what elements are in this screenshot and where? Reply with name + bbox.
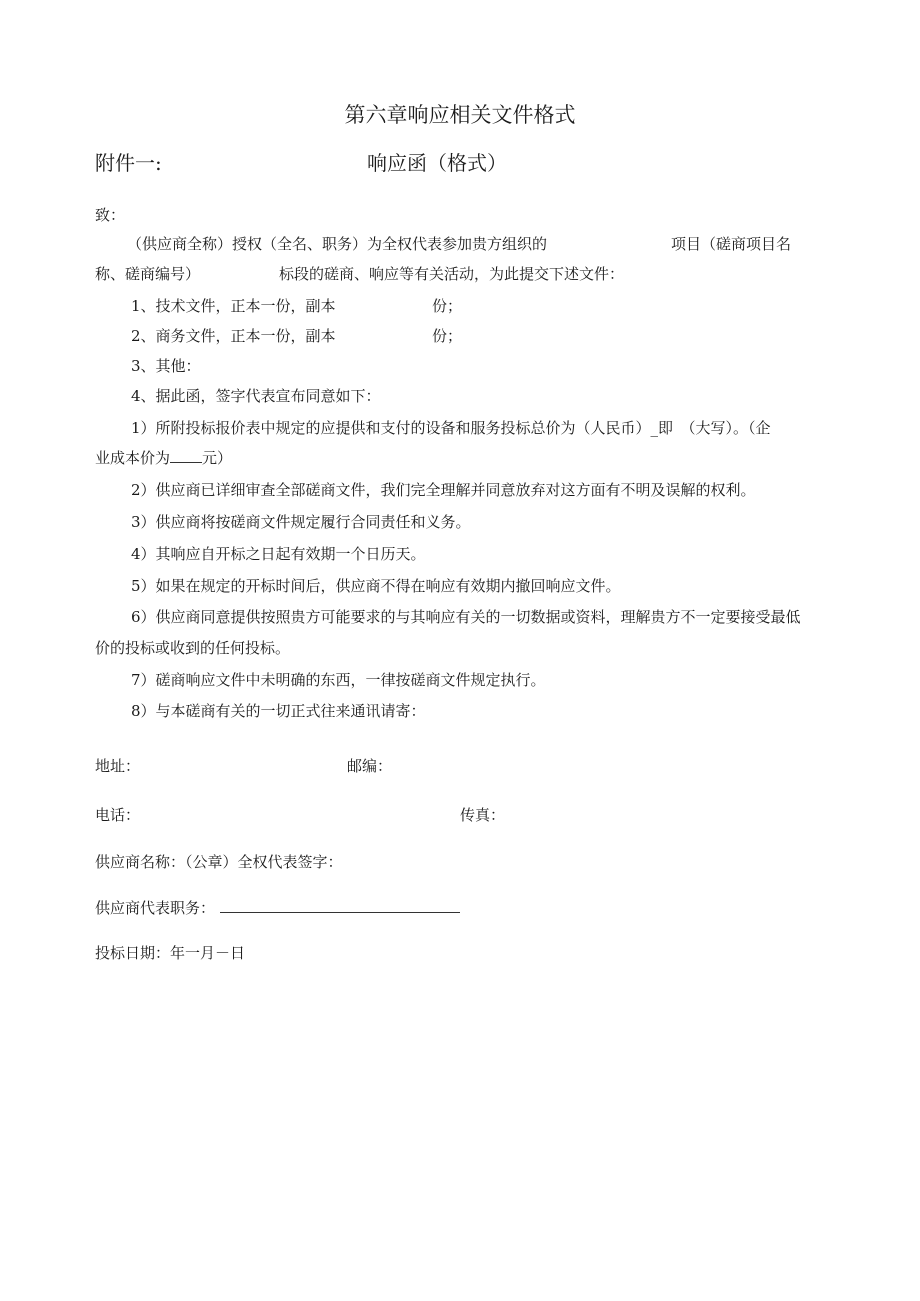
form-title: 响应函（格式） xyxy=(367,151,507,175)
item-biz-docs: 2、商务文件，正本一份，副本 xyxy=(131,327,336,345)
item-tech-docs: 1、技术文件，正本一份，副本 xyxy=(131,297,336,315)
intro-part3: 称、磋商编号） xyxy=(95,265,201,283)
bid-date-label: 投标日期：年一月－日 xyxy=(95,944,246,962)
clause-6-line1: 6）供应商同意提供按照贵方可能要求的与其响应有关的一切数据或资料，理解贵方不一定要接受最低 xyxy=(131,608,801,626)
clause-1-line2 xyxy=(95,448,232,468)
item-biz-docs-unit: 份； xyxy=(432,327,463,345)
item-other: 3、其他： xyxy=(131,357,201,375)
phone-label: 电话： xyxy=(95,806,141,824)
intro-part4: 标段的磋商、响应等有关活动，为此提交下述文件： xyxy=(279,265,625,283)
item-declaration: 4、据此函，签字代表宣布同意如下： xyxy=(131,387,381,405)
clause-5: 5）如果在规定的开标时间后，供应商不得在响应有效期内撤回响应文件。 xyxy=(131,577,621,595)
clause-1-line1: 1）所附投标报价表中规定的应提供和支付的设备和服务投标总价为（人民币）_即 （大写）。（企 xyxy=(131,419,771,437)
address-label: 地址： xyxy=(95,757,141,775)
blank-underline xyxy=(170,448,202,463)
clause-7: 7）磋商响应文件中未明确的东西，一律按磋商文件规定执行。 xyxy=(131,671,546,689)
annex-label: 附件一: xyxy=(95,151,162,175)
clause-4: 4）其响应自开标之日起有效期一个日历天。 xyxy=(131,545,426,563)
clause-8: 8）与本磋商有关的一切正式往来通讯请寄： xyxy=(131,702,426,720)
clause-1-line2-post: 元） xyxy=(202,449,233,467)
clause-2: 2）供应商已详细审查全部磋商文件，我们完全理解并同意放弃对这方面有不明及误解的权利。 xyxy=(131,481,756,499)
clause-1-line2-pre: 业成本价为 xyxy=(95,449,171,467)
intro-part1: （供应商全称）授权（全名、职务）为全权代表参加贵方组织的 xyxy=(127,235,548,253)
supplier-signature-label: 供应商名称：（公章）全权代表签字： xyxy=(95,853,343,871)
intro-part2: 项目（磋商项目名 xyxy=(671,235,792,253)
chapter-title: 第六章响应相关文件格式 xyxy=(344,103,576,127)
representative-title-label: 供应商代表职务： xyxy=(95,899,216,917)
clause-3: 3）供应商将按磋商文件规定履行合同责任和义务。 xyxy=(131,513,471,531)
to-label: 致： xyxy=(95,206,126,224)
fax-label: 传真： xyxy=(460,806,506,824)
postcode-label: 邮编： xyxy=(347,757,393,775)
item-tech-docs-unit: 份； xyxy=(432,297,463,315)
representative-title-underline xyxy=(220,912,460,913)
clause-6-line2: 价的投标或收到的任何投标。 xyxy=(95,639,291,657)
